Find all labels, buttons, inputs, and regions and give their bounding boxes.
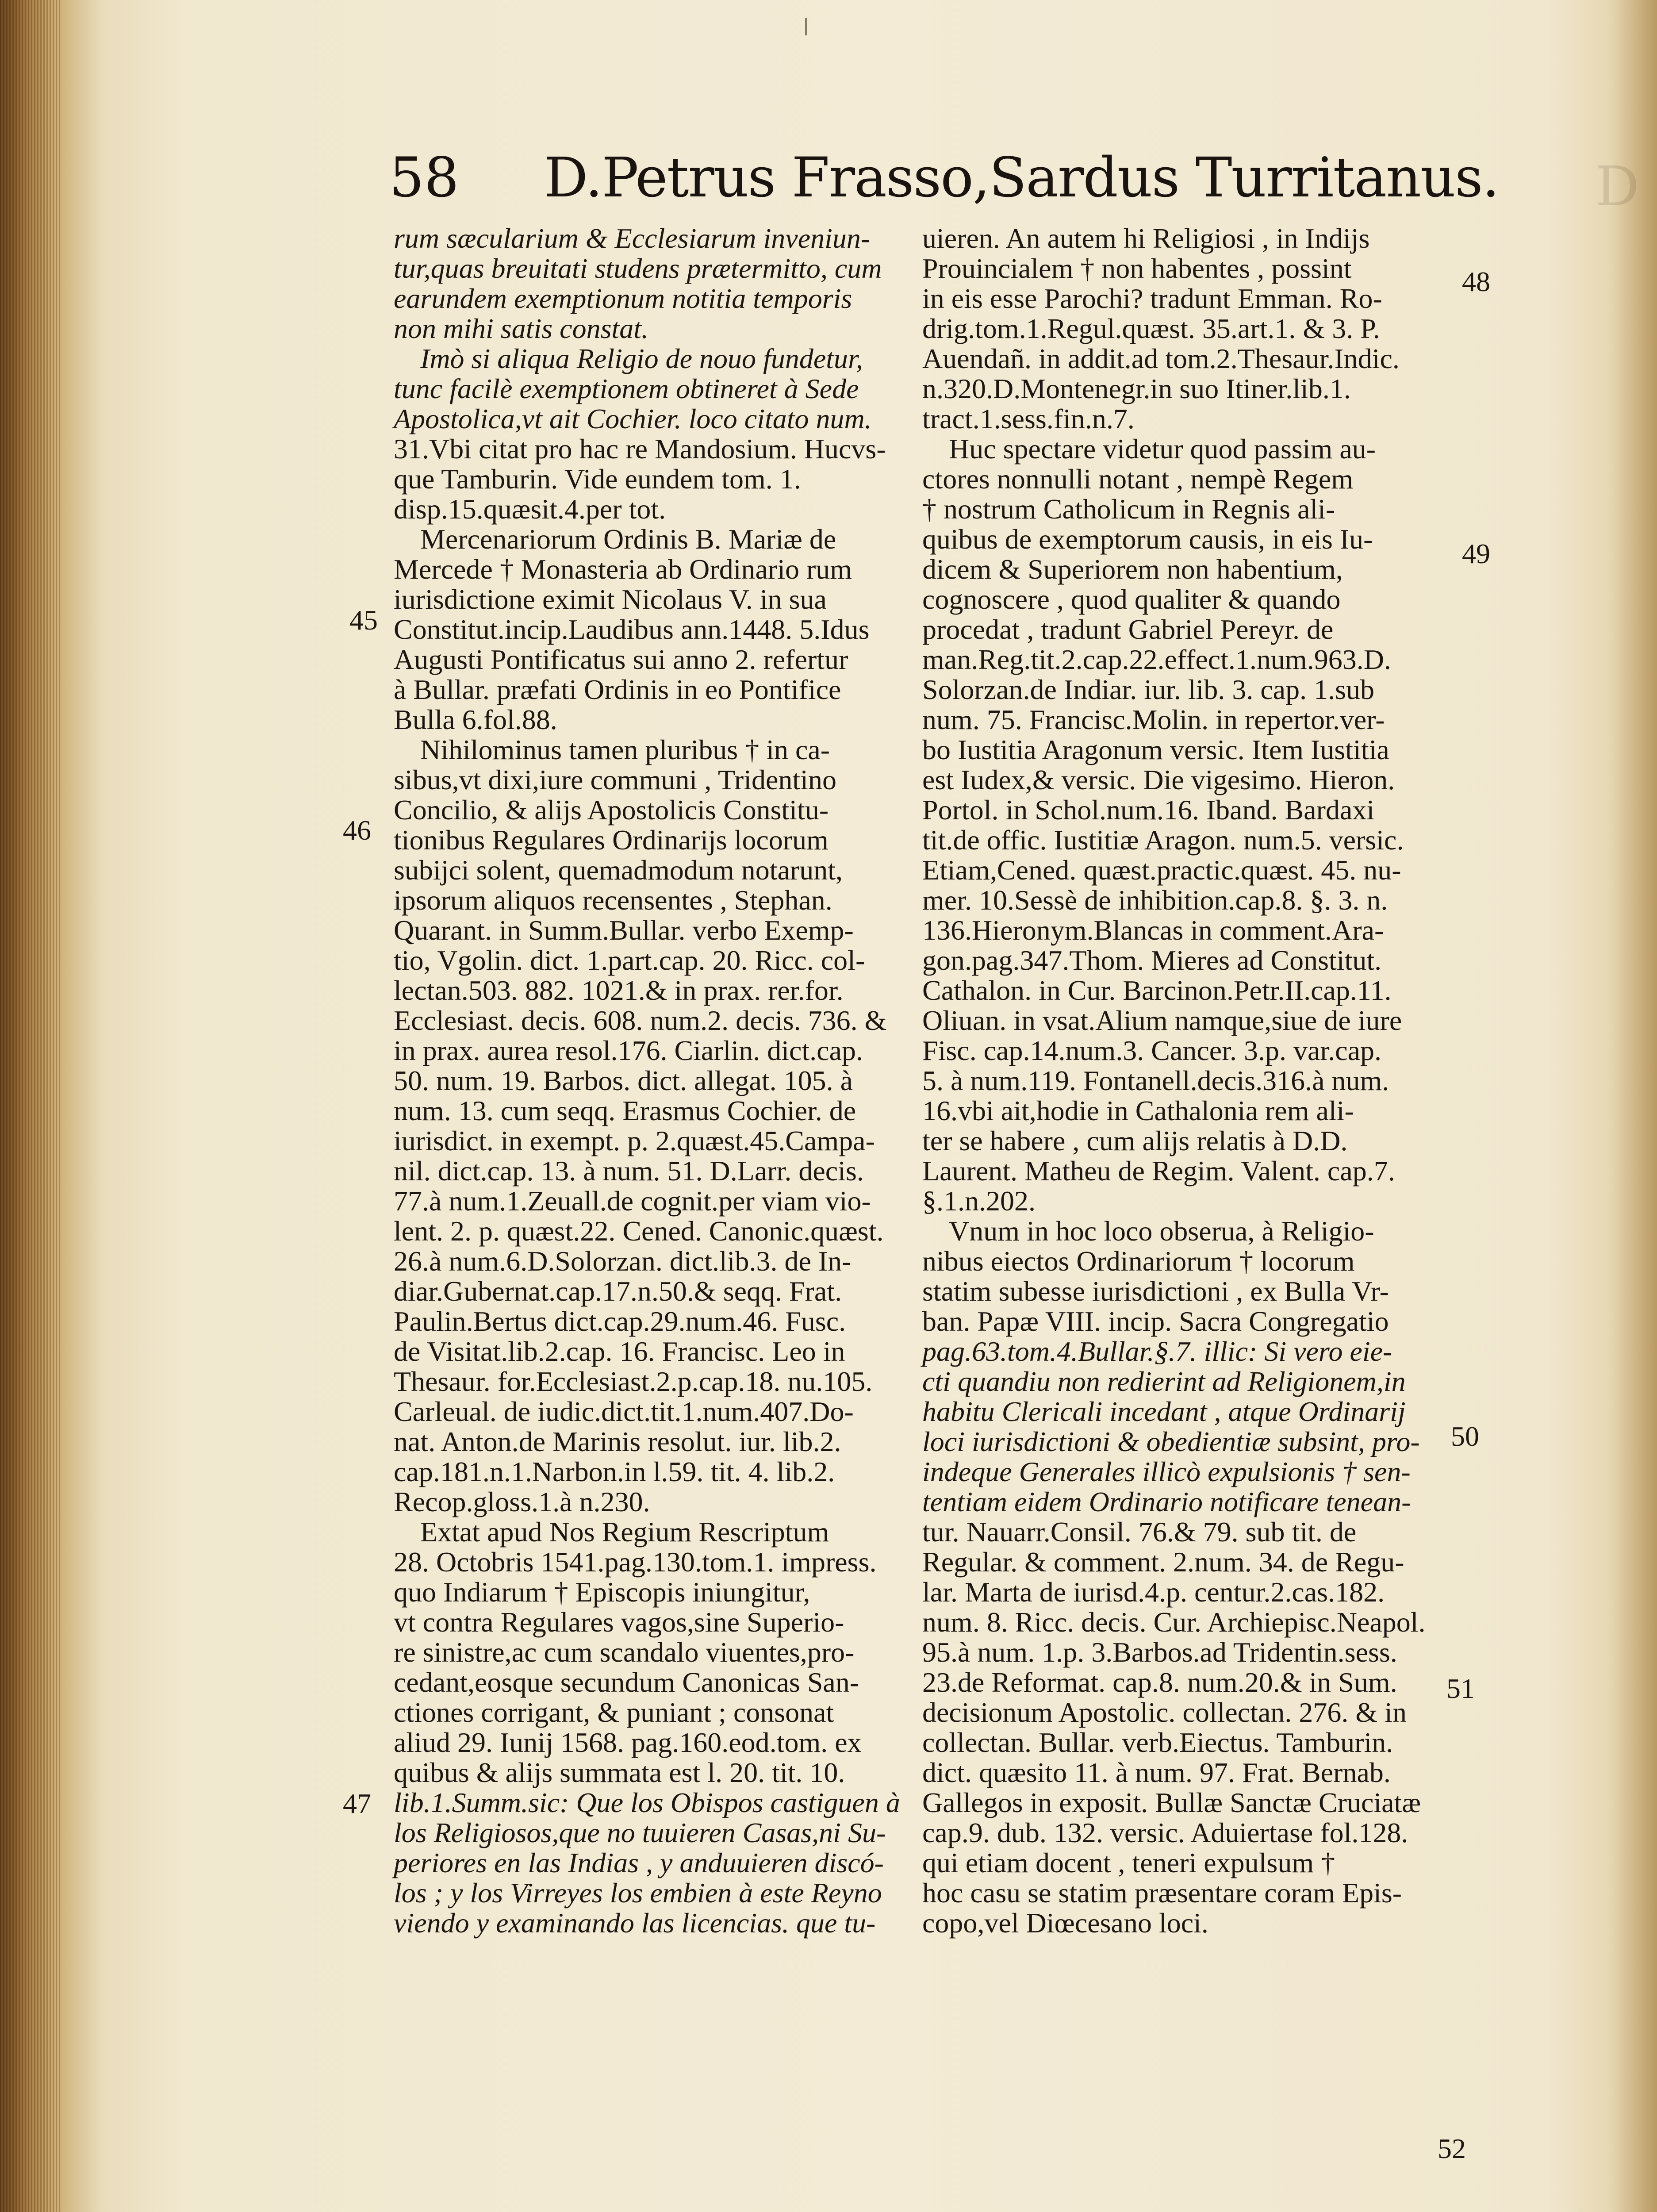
text-line: Huc spectare videtur quod passim au- <box>949 433 1376 465</box>
text-line: Solorzan.de Indiar. iur. lib. 3. cap. 1.sub <box>922 674 1375 705</box>
text-line: num. 13. cum seqq. Erasmus Cochier. de <box>394 1095 856 1126</box>
text-line: lar. Marta de iurisd.4.p. centur.2.cas.182. <box>922 1576 1385 1608</box>
text-line: tio, Vgolin. dict. 1.part.cap. 20. Ricc. col- <box>394 945 865 976</box>
text-line: 136.Hieronym.Blancas in comment.Ara- <box>922 914 1384 946</box>
text-line: lib.1.Summ.sic: Que los Obispos castiguen à <box>394 1787 900 1818</box>
text-line: rum sæcularium & Ecclesiarum inveniun- <box>394 223 871 254</box>
text-line: Paulin.Bertus dict.cap.29.num.46. Fusc. <box>394 1306 846 1337</box>
text-line: de Visitat.lib.2.cap. 16. Francisc. Leo in <box>394 1336 845 1367</box>
text-line: nat. Anton.de Marinis resolut. iur. lib.2. <box>394 1426 841 1457</box>
text-line: Quarant. in Summ.Bullar. verbo Exemp- <box>394 914 854 946</box>
text-line: que Tamburin. Vide eundem tom. 1. <box>394 463 801 495</box>
text-line: Prouincialem † non habentes , possint <box>922 253 1352 284</box>
text-line: Carleual. de iudic.dict.tit.1.num.407.Do- <box>394 1396 854 1427</box>
text-line: Augusti Pontificatus sui anno 2. refertur <box>394 644 848 675</box>
page-number: 58 <box>389 146 459 210</box>
text-line: subijci solent, quemadmodum notarunt, <box>394 854 843 886</box>
text-line: pag.63.tom.4.Bullar.§.7. illic: Si vero eie- <box>922 1336 1392 1367</box>
margin-number: 48 <box>1462 266 1490 297</box>
text-line: sibus,vt dixi,iure communi , Tridentino <box>394 764 836 795</box>
text-line: Laurent. Matheu de Regim. Valent. cap.7. <box>922 1155 1395 1187</box>
text-line: re sinistre,ac cum scandalo viuentes,pro- <box>394 1636 855 1668</box>
text-line: 28. Octobris 1541.pag.130.tom.1. impress. <box>394 1546 877 1578</box>
margin-number: 46 <box>343 814 371 846</box>
margin-number: 50 <box>1451 1421 1479 1452</box>
text-line: los Religiosos,que no tuuieren Casas,ni Su- <box>394 1817 886 1848</box>
right-column <box>922 223 1440 1938</box>
text-line: Recop.gloss.1.à n.230. <box>394 1486 650 1517</box>
text-line: habitu Clericali incedant , atque Ordinarij <box>922 1396 1406 1427</box>
text-line: uieren. An autem hi Religiosi , in Indijs <box>922 223 1370 254</box>
running-title: D.Petrus Frasso,Sardus Turritanus. <box>544 146 1499 210</box>
text-line: tunc facilè exemptionem obtineret à Sede <box>394 373 859 404</box>
text-line: drig.tom.1.Regul.quæst. 35.art.1. & 3. P. <box>922 313 1380 344</box>
text-line: tionibus Regulares Ordinarijs locorum <box>394 824 828 856</box>
text-line: 31.Vbi citat pro hac re Mandosium. Hucvs- <box>394 433 886 465</box>
text-line: Gallegos in exposit. Bullæ Sanctæ Cruciatæ <box>922 1787 1421 1818</box>
text-line: lectan.503. 882. 1021.& in prax. rer.for. <box>394 975 844 1006</box>
text-line: in prax. aurea resol.176. Ciarlin. dict.cap. <box>394 1035 863 1066</box>
text-line: ban. Papæ VIII. incip. Sacra Congregatio <box>922 1306 1389 1337</box>
text-line: Oliuan. in vsat.Alium namque,siue de iure <box>922 1005 1402 1036</box>
text-line: cognoscere , quod qualiter & quando <box>922 584 1341 615</box>
text-line: ctiones corrigant, & puniant ; consonat <box>394 1697 834 1728</box>
text-line: hoc casu se statim præsentare coram Epis- <box>922 1877 1402 1909</box>
text-line: gon.pag.347.Thom. Mieres ad Constitut. <box>922 945 1382 976</box>
text-line: dict. quæsito 11. à num. 97. Frat. Bernab. <box>922 1757 1391 1788</box>
text-line: 50. num. 19. Barbos. dict. allegat. 105. à <box>394 1065 853 1096</box>
text-line: cti quandiu non redierint ad Religionem,in <box>922 1366 1406 1397</box>
text-line: iurisdict. in exempt. p. 2.quæst.45.Campa- <box>394 1125 875 1156</box>
text-line: 95.à num. 1.p. 3.Barbos.ad Tridentin.sess. <box>922 1636 1397 1668</box>
text-line: Vnum in hoc loco obserua, à Religio- <box>949 1215 1374 1247</box>
text-line: los ; y los Virreyes los embien à este Reyno <box>394 1877 882 1909</box>
text-line: procedat , tradunt Gabriel Pereyr. de <box>922 614 1334 645</box>
text-line: tur,quas breuitati studens prætermitto, cum <box>394 253 882 284</box>
text-line: Mercede † Monasteria ab Ordinario rum <box>394 553 852 585</box>
text-line: quibus & alijs summata est l. 20. tit. 10. <box>394 1757 845 1788</box>
text-line: 16.vbi ait,hodie in Cathalonia rem ali- <box>922 1095 1354 1126</box>
bleed-through-letter: D <box>1595 155 1639 219</box>
text-line: diar.Gubernat.cap.17.n.50.& seqq. Frat. <box>394 1275 842 1307</box>
text-line: à Bullar. præfati Ordinis in eo Pontifice <box>394 674 841 705</box>
text-line: Portol. in Schol.num.16. Iband. Bardaxi <box>922 794 1375 826</box>
text-line: Cathalon. in Cur. Barcinon.Petr.II.cap.11. <box>922 975 1392 1006</box>
text-line: num. 8. Ricc. decis. Cur. Archiepisc.Neapol. <box>922 1606 1426 1638</box>
text-line: in eis esse Parochi? tradunt Emman. Ro- <box>922 283 1382 314</box>
text-line: bo Iustitia Aragonum versic. Item Iustitia <box>922 734 1389 765</box>
text-line: Extat apud Nos Regium Rescriptum <box>420 1516 829 1548</box>
text-line: n.320.D.Montenegr.in suo Itiner.lib.1. <box>922 373 1351 404</box>
text-line: Fisc. cap.14.num.3. Cancer. 3.p. var.cap. <box>922 1035 1381 1066</box>
text-line: earundem exemptionum notitia temporis <box>394 283 852 314</box>
margin-number: 51 <box>1446 1673 1475 1704</box>
text-line: Regular. & comment. 2.num. 34. de Regu- <box>922 1546 1404 1578</box>
text-line: non mihi satis constat. <box>394 313 649 344</box>
text-line: decisionum Apostolic. collectan. 276. & in <box>922 1697 1407 1728</box>
text-line: 5. à num.119. Fontanell.decis.316.à num. <box>922 1065 1389 1096</box>
text-line: Etiam,Cened. quæst.practic.quæst. 45. nu- <box>922 854 1401 886</box>
text-line: §.1.n.202. <box>922 1185 1036 1217</box>
text-line: man.Reg.tit.2.cap.22.effect.1.num.963.D. <box>922 644 1391 675</box>
text-line: num. 75. Francisc.Molin. in repertor.ver- <box>922 704 1385 735</box>
text-line: tit.de offic. Iustitiæ Aragon. num.5. versic. <box>922 824 1404 856</box>
text-line: statim subesse iurisdictioni , ex Bulla Vr- <box>922 1275 1389 1307</box>
text-line: † nostrum Catholicum in Regnis ali- <box>922 493 1335 525</box>
text-line: disp.15.quæsit.4.per tot. <box>394 493 666 525</box>
text-line: est Iudex,& versic. Die vigesimo. Hieron. <box>922 764 1395 795</box>
text-line: mer. 10.Sessè de inhibition.cap.8. §. 3. n. <box>922 884 1388 916</box>
page-top-mark <box>805 18 807 35</box>
text-line: vt contra Regulares vagos,sine Superio- <box>394 1606 844 1638</box>
page-fore-edge <box>0 0 62 2212</box>
text-line: quo Indiarum † Episcopis iniungitur, <box>394 1576 810 1608</box>
text-line: quibus de exemptorum causis, in eis Iu- <box>922 523 1373 555</box>
text-line: 26.à num.6.D.Solorzan. dict.lib.3. de In- <box>394 1245 852 1277</box>
text-line: nibus eiectos Ordinariorum † locorum <box>922 1245 1355 1277</box>
text-line: qui etiam docent , teneri expulsum † <box>922 1847 1335 1878</box>
text-line: Bulla 6.fol.88. <box>394 704 557 735</box>
text-line: 23.de Reformat. cap.8. num.20.& in Sum. <box>922 1667 1397 1698</box>
text-line: viendo y examinando las licencias. que tu- <box>394 1907 876 1939</box>
text-line: Ecclesiast. decis. 608. num.2. decis. 736. & <box>394 1005 887 1036</box>
text-line: Mercenariorum Ordinis B. Mariæ de <box>420 523 836 555</box>
text-line: cap.9. dub. 132. versic. Aduiertase fol.128. <box>922 1817 1408 1848</box>
text-line: Nihilominus tamen pluribus † in ca- <box>420 734 830 765</box>
text-line: aliud 29. Iunij 1568. pag.160.eod.tom. ex <box>394 1727 862 1758</box>
text-line: tract.1.sess.fin.n.7. <box>922 403 1135 434</box>
text-line: periores en las Indias , y anduuieren discó- <box>394 1847 884 1878</box>
text-line: tentiam eidem Ordinario notificare tenean- <box>922 1486 1411 1517</box>
text-line: Imò si aliqua Religio de nouo fundetur, <box>420 343 863 374</box>
text-line: cap.181.n.1.Narbon.in l.59. tit. 4. lib.2. <box>394 1456 835 1487</box>
text-line: dicem & Superiorem non habentium, <box>922 553 1343 585</box>
text-line: cedant,eosque secundum Canonicas San- <box>394 1667 859 1698</box>
text-line: ipsorum aliquos recensentes , Stephan. <box>394 884 832 916</box>
text-line: collectan. Bullar. verb.Eiectus. Tamburin. <box>922 1727 1393 1758</box>
text-line: nil. dict.cap. 13. à num. 51. D.Larr. decis. <box>394 1155 864 1187</box>
margin-number: 47 <box>343 1788 371 1819</box>
text-line: Thesaur. for.Ecclesiast.2.p.cap.18. nu.105. <box>394 1366 873 1397</box>
text-line: indeque Generales illicò expulsionis † sen- <box>922 1456 1411 1487</box>
text-line: 77.à num.1.Zeuall.de cognit.per viam vio- <box>394 1185 871 1217</box>
margin-number: 45 <box>349 604 378 636</box>
text-line: loci iurisdictioni & obedientiæ subsint, pro- <box>922 1426 1420 1457</box>
text-line: tur. Nauarr.Consil. 76.& 79. sub tit. de <box>922 1516 1357 1548</box>
running-head <box>389 146 1499 217</box>
margin-number: 52 <box>1438 2133 1466 2164</box>
text-line: lent. 2. p. quæst.22. Cened. Canonic.quæst. <box>394 1215 884 1247</box>
text-line: Concilio, & alijs Apostolicis Constitu- <box>394 794 829 826</box>
text-line: ctores nonnulli notant , nempè Regem <box>922 463 1353 495</box>
text-line: iurisdictione eximit Nicolaus V. in sua <box>394 584 827 615</box>
left-column <box>394 223 900 1939</box>
text-line: Apostolica,vt ait Cochier. loco citato num. <box>394 403 872 434</box>
text-line: ter se habere , cum alijs relatis à D.D. <box>922 1125 1348 1156</box>
text-line: Auendañ. in addit.ad tom.2.Thesaur.Indic. <box>922 343 1400 374</box>
text-line: Constitut.incip.Laudibus ann.1448. 5.Idus <box>394 614 870 645</box>
margin-number: 49 <box>1462 538 1490 569</box>
text-line: copo,vel Diœcesano loci. <box>922 1907 1208 1939</box>
